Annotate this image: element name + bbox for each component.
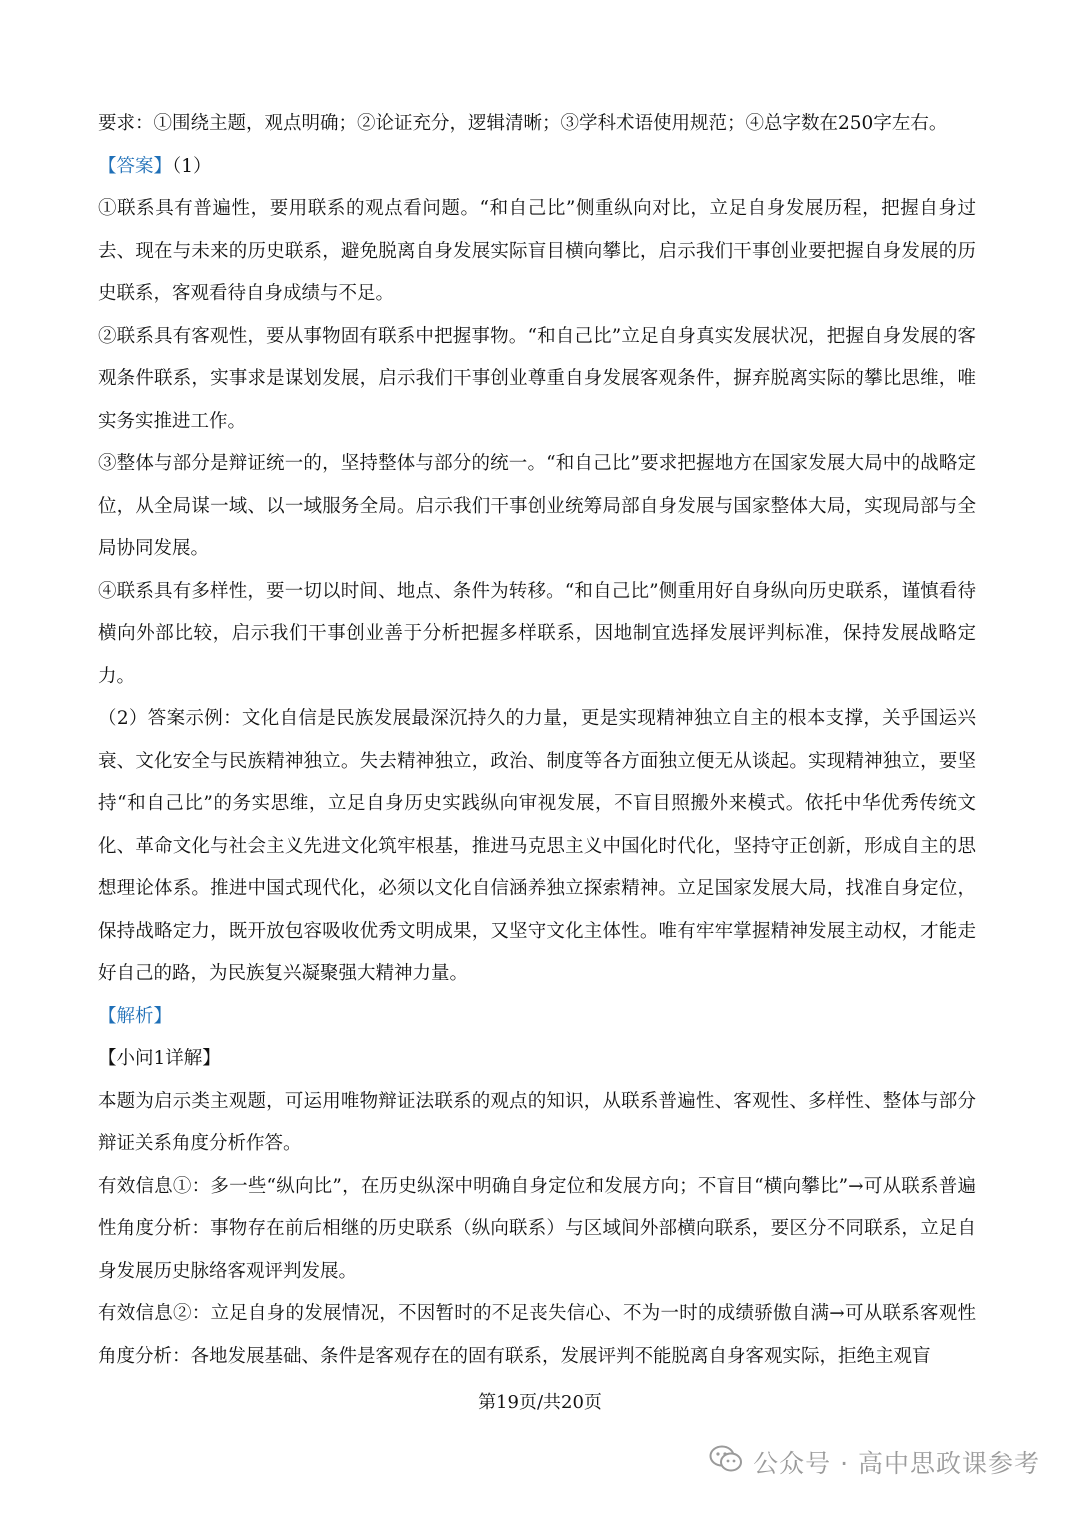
answer-heading: [98, 146, 976, 189]
answer-point-1: ①联系具有普遍性，要用联系的观点看问题。“和自己比”侧重纵向对比，立足自身发展历程，把握自身过去、现在与未来的历史联系，避免脱离自身发展实际盲目横向攀比，启示我们干事创业要把握自身发展的历史联系，客观看待自身成绩与不足。: [98, 198, 976, 304]
answer-point-4: ④联系具有多样性，要一切以时间、地点、条件为转移。“和自己比”侧重用好自身纵向历史联系，谨慎看待横向外部比较，启示我们干事创业善于分析把握多样联系，因地制宜选择发展评判标准，保持发展战略定力。: [98, 580, 976, 687]
requirement-text: 要求：①围绕主题，观点明确；②论证充分，逻辑清晰；③学科术语使用规范；④总字数在250字左右。: [98, 113, 948, 134]
sub-question-heading: 【小问1详解】: [98, 1048, 221, 1069]
analysis-paragraph-2: 有效信息①：多一些“纵向比”，在历史纵深中明确自身定位和发展方向；不盲目“横向攀比”→可从联系普遍性角度分析：事物存在前后相继的历史联系（纵向联系）与区域间外部横向联系，要区分不同联系，立足自身发展历史脉络客观评判发展。: [98, 1175, 976, 1282]
answer-part2: （2）答案示例：文化自信是民族发展最深沉持久的力量，更是实现精神独立自主的根本支撑，关乎国运兴衰、文化安全与民族精神独立。失去精神独立，政治、制度等各方面独立便无从谈起。实现精神独立，要坚持“和自己比”的务实思维，立足自身历史实践纵向审视发展，不盲目照搬外来模式。依托中华优秀传统文化、革命文化与社会主义先进文化筑牢根基，推进马克思主义中国化时代化，坚持守正创新，形成自主的思想理论体系。推进中国式现代化，必须以文化自信涵养独立探索精神。立足国家发展大局，找准自身定位，保持战略定力，既开放包容吸收优秀文明成果，又坚守文化主体性。唯有牢牢掌握精神发展主动权，才能走好自己的路，为民族复兴凝聚强大精神力量。: [98, 708, 976, 984]
part1-label: （1）: [172, 155, 212, 177]
answer-point-2: ②联系具有客观性，要从事物固有联系中把握事物。“和自己比”立足自身真实发展状况，把握自身发展的客观条件联系，实事求是谋划发展，启示我们干事创业尊重自身发展客观条件，摒弃脱离实际的攀比思维，唯实务实推进工作。: [98, 325, 976, 432]
watermark-text: 公众号 · 高中思政课参考: [753, 1449, 1040, 1478]
analysis-tag: 【解析】: [98, 1005, 173, 1027]
analysis-heading: [98, 996, 976, 1039]
wechat-icon: [709, 1444, 743, 1480]
analysis-paragraph-3: 有效信息②：立足自身的发展情况，不因暂时的不足丧失信心、不为一时的成绩骄傲自满→可从联系客观性角度分析：各地发展基础、条件是客观存在的固有联系，发展评判不能脱离自身客观实际，拒绝主观盲: [98, 1303, 976, 1367]
analysis-paragraph-1: 本题为启示类主观题，可运用唯物辩证法联系的观点的知识，从联系普遍性、客观性、多样性、整体与部分辩证关系角度分析作答。: [98, 1090, 976, 1154]
answer-point-3: ③整体与部分是辩证统一的，坚持整体与部分的统一。“和自己比”要求把握地方在国家发展大局中的战略定位，从全局谋一域、以一域服务全局。启示我们干事创业统筹局部自身发展与国家整体大局，实现局部与全局协同发展。: [98, 453, 976, 559]
page-number: 第19页/共20页: [478, 1392, 602, 1413]
answer-tag: 【答案】: [98, 155, 173, 177]
watermark: [0, 1436, 1040, 1488]
document-body: [98, 103, 976, 1378]
